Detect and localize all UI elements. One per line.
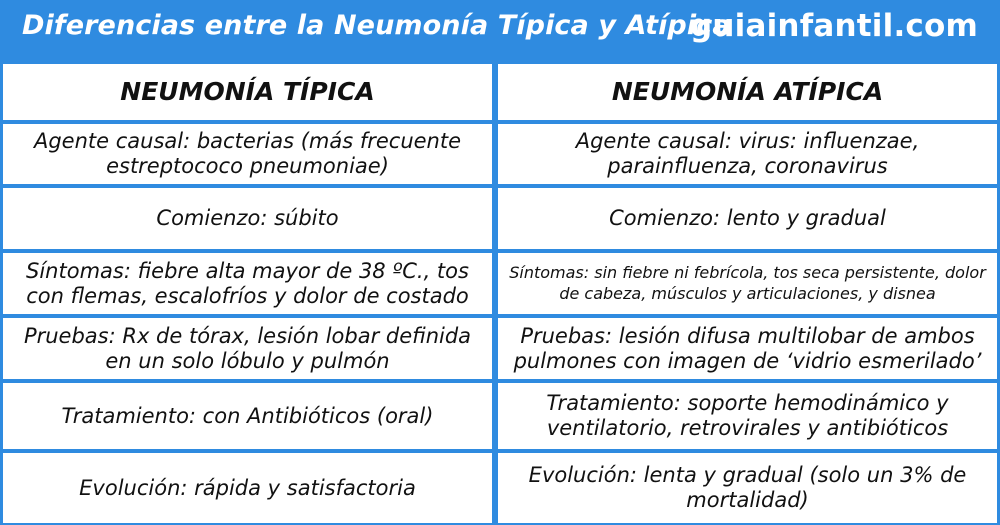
cell-tests-typical: Pruebas: Rx de tórax, lesión lobar definida en un solo lóbulo y pulmón (3, 318, 492, 379)
cell-evolution-atypical: Evolución: lenta y gradual (solo un 3% de mortalidad) (498, 453, 997, 523)
cell-treatment-typical: Tratamiento: con Antibióticos (oral) (3, 383, 492, 449)
page-title: Diferencias entre la Neumonía Típica y Atípica (22, 10, 731, 41)
header-bar (0, 0, 1000, 62)
brand-logo: guiainfantil.com (690, 8, 978, 44)
column-header-typical: NEUMONÍA TÍPICA (3, 64, 492, 120)
cell-symptoms-atypical: Síntomas: sin fiebre ni febrícola, tos seca persistente, dolor de cabeza, músculos y articulaciones, y disnea (498, 253, 997, 314)
comparison-table (0, 62, 1000, 525)
cell-treatment-atypical: Tratamiento: soporte hemodinámico y ventilatorio, retrovirales y antibióticos (498, 383, 997, 449)
cell-symptoms-typical: Síntomas: fiebre alta mayor de 38 ºC., tos con flemas, escalofríos y dolor de costado (3, 253, 492, 314)
cell-causal-agent-atypical: Agente causal: virus: influenzae, parainfluenza, coronavirus (498, 124, 997, 184)
cell-tests-atypical: Pruebas: lesión difusa multilobar de ambos pulmones con imagen de ‘vidrio esmerilado’ (498, 318, 997, 379)
cell-causal-agent-typical: Agente causal: bacterias (más frecuente estreptococo pneumoniae) (3, 124, 492, 184)
cell-onset-atypical: Comienzo: lento y gradual (498, 188, 997, 249)
column-header-atypical: NEUMONÍA ATÍPICA (498, 64, 997, 120)
cell-evolution-typical: Evolución: rápida y satisfactoria (3, 453, 492, 523)
cell-onset-typical: Comienzo: súbito (3, 188, 492, 249)
